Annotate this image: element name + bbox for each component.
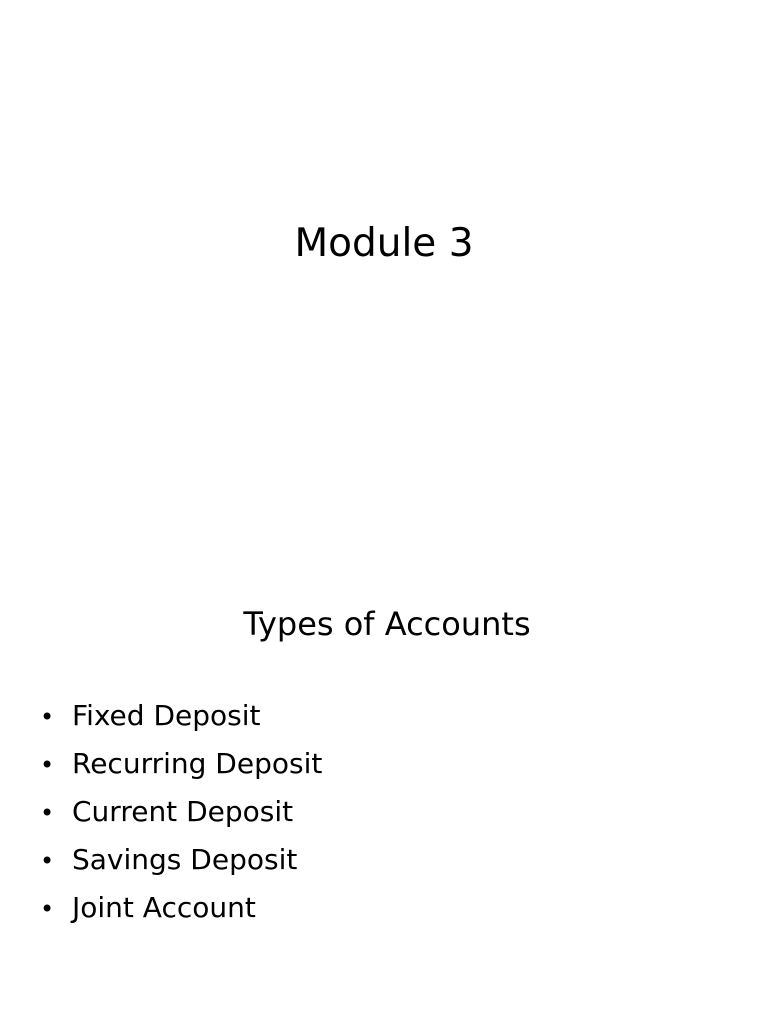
slide-title: Module 3 xyxy=(294,221,474,266)
list-item-label: Fixed Deposit xyxy=(72,699,261,732)
bullet-icon: • xyxy=(40,751,55,779)
list-item-label: Joint Account xyxy=(72,891,256,924)
list-item xyxy=(40,742,322,790)
list-item-label: Recurring Deposit xyxy=(72,747,323,780)
list-item-label: Current Deposit xyxy=(72,795,294,828)
bullet-icon: • xyxy=(40,895,55,923)
list-item xyxy=(40,838,322,886)
section-heading: Types of Accounts xyxy=(243,605,531,643)
list-item xyxy=(40,886,322,934)
bullet-icon: • xyxy=(40,703,55,731)
bullet-icon: • xyxy=(40,847,55,875)
list-item xyxy=(40,694,322,742)
list-item-label: Savings Deposit xyxy=(72,843,298,876)
account-types-list xyxy=(40,694,322,934)
list-item xyxy=(40,790,322,838)
bullet-icon: • xyxy=(40,799,55,827)
